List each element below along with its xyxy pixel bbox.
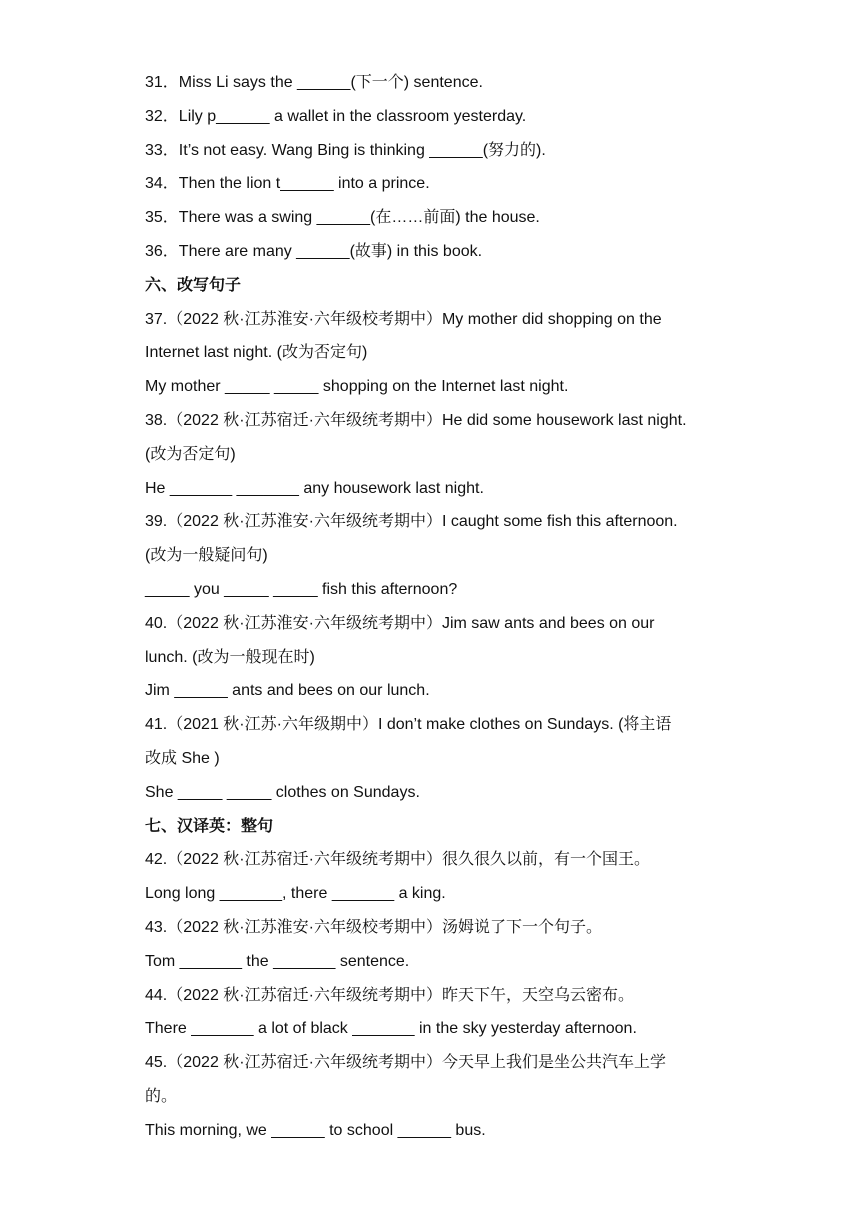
question-line: 34．Then the lion t______ into a prince. xyxy=(145,175,430,193)
question-line: Jim ______ ants and bees on our lunch. xyxy=(145,682,430,700)
question-line: 的。 xyxy=(145,1087,178,1105)
document-page xyxy=(145,66,725,1148)
question-line: 35．There was a swing ______(在……前面) the house. xyxy=(145,209,540,227)
question-line: 42.（2022 秋·江苏宿迁·六年级统考期中）很久很久以前，有一个国王。 xyxy=(145,851,650,869)
question-line: 38.（2022 秋·江苏宿迁·六年级统考期中）He did some housework last night. xyxy=(145,411,687,429)
question-line: (改为否定句) xyxy=(145,445,236,463)
question-line: lunch. (改为一般现在时) xyxy=(145,648,315,666)
question-line: This morning, we ______ to school ______ bus. xyxy=(145,1121,486,1139)
question-line: 45.（2022 秋·江苏宿迁·六年级统考期中）今天早上我们是坐公共汽车上学 xyxy=(145,1054,666,1072)
question-line: _____ you _____ _____ fish this afternoon? xyxy=(145,580,458,598)
question-line: Long long _______, there _______ a king. xyxy=(145,885,446,903)
question-line: 36．There are many ______(故事) in this book. xyxy=(145,242,483,260)
question-line: 41.（2021 秋·江苏·六年级期中）I don’t make clothes on Sundays. (将主语 xyxy=(145,716,672,734)
question-line: There _______ a lot of black _______ in the sky yesterday afternoon. xyxy=(145,1020,637,1038)
question-line: Tom _______ the _______ sentence. xyxy=(145,952,410,970)
question-line: (改为一般疑问句) xyxy=(145,547,268,565)
question-line: My mother _____ _____ shopping on the Internet last night. xyxy=(145,378,569,396)
question-line: He _______ _______ any housework last night. xyxy=(145,479,484,497)
question-line: 32．Lily p______ a wallet in the classroom yesterday. xyxy=(145,107,527,125)
question-line: 39.（2022 秋·江苏淮安·六年级统考期中）I caught some fish this afternoon. xyxy=(145,513,678,531)
question-line: 43.（2022 秋·江苏淮安·六年级校考期中）汤姆说了下一个句子。 xyxy=(145,918,602,936)
question-line: She _____ _____ clothes on Sundays. xyxy=(145,783,420,801)
question-line: 37.（2022 秋·江苏淮安·六年级校考期中）My mother did shopping on the xyxy=(145,310,662,328)
question-line: Internet last night. (改为否定句) xyxy=(145,344,368,362)
section-heading: 六、改写句子 xyxy=(145,276,242,294)
question-line: 44.（2022 秋·江苏宿迁·六年级统考期中）昨天下午，天空乌云密布。 xyxy=(145,986,634,1004)
question-line: 33．It’s not easy. Wang Bing is thinking ______(努力的). xyxy=(145,141,546,159)
question-line: 31．Miss Li says the ______(下一个) sentence. xyxy=(145,74,483,91)
question-line: 40.（2022 秋·江苏淮安·六年级统考期中）Jim saw ants and bees on our xyxy=(145,614,655,632)
question-line: 改成 She ) xyxy=(145,749,220,767)
section-heading: 七、汉译英：整句 xyxy=(145,817,274,835)
